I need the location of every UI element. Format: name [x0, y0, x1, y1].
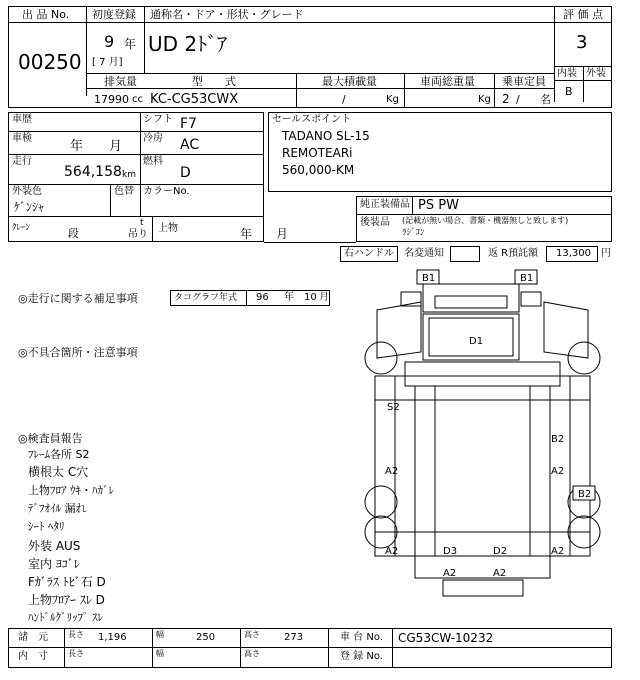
report-line: 横根太 C穴 — [28, 465, 89, 479]
divider — [86, 22, 554, 23]
color-no-label: カラーNo. — [143, 186, 190, 197]
interior-grade: B — [565, 85, 573, 98]
tachograph-year: 96 — [256, 292, 269, 303]
max-load-label: 最大積載量 — [322, 75, 377, 88]
damage-mark: A2 — [443, 568, 457, 579]
running-notes-label: ◎走行に関する補足事項 — [18, 292, 138, 305]
chassis-value: CG53CW-10232 — [398, 631, 494, 645]
length-value: 1,196 — [98, 632, 127, 643]
divider — [64, 628, 65, 668]
interior-label: 内装 — [557, 68, 577, 79]
divider — [110, 184, 111, 216]
shift-label: シフト — [143, 114, 173, 125]
damage-mark: D3 — [443, 546, 458, 557]
damage-mark: S2 — [387, 402, 400, 413]
divider — [554, 6, 555, 102]
divider — [328, 628, 329, 668]
year-unit: 年 — [124, 37, 137, 51]
crane-lift: 吊り — [128, 229, 148, 240]
aircon-value: AC — [180, 137, 200, 153]
kg-unit: Kg — [478, 94, 491, 105]
inspector-report-label: ◎検査員報告 — [18, 432, 83, 445]
lot-no-label: 出 品 No. — [22, 8, 70, 21]
history-label: 車歴 — [12, 114, 32, 125]
first-reg-label: 初度登録 — [92, 8, 136, 21]
divider — [392, 628, 393, 668]
damage-mark: B2 — [578, 489, 592, 500]
divider — [144, 6, 145, 73]
upper-value: 年 月 — [240, 227, 289, 241]
interior-height-label: 高さ — [244, 649, 260, 658]
height-label: 高さ — [244, 630, 260, 639]
truck-damage-diagram — [355, 262, 610, 622]
crane-stage: 段 — [68, 227, 79, 240]
genuine-value: PS PW — [418, 198, 459, 213]
name-change-label: 名変通知 — [404, 248, 444, 259]
divider — [152, 628, 153, 668]
first-reg-year: 9 — [104, 32, 115, 51]
shift-value: F7 — [180, 116, 197, 132]
divider — [8, 216, 264, 217]
aftermarket-label: 後装品 — [360, 217, 390, 228]
tachograph-month-unit: 月 — [319, 292, 329, 303]
ext-color-label: 外装色 — [12, 186, 42, 197]
vehicle-name: UD 2ﾄﾞｱ — [148, 32, 228, 56]
crane-label: ｸﾚｰﾝ — [12, 223, 31, 233]
aircon-label: 冷房 — [143, 133, 163, 144]
report-line: ｼｰﾄ ﾍﾀﾘ — [28, 520, 65, 533]
upper-label: 上物 — [158, 223, 178, 234]
width-value: 250 — [196, 632, 216, 643]
first-reg-month: [ 7 月] — [92, 57, 123, 68]
tachograph-label: タコグラフ年式 — [174, 293, 238, 303]
damage-mark: B2 — [551, 434, 565, 445]
report-line: Fｶﾞﾗｽ ﾄﾋﾞ石 D — [28, 575, 106, 589]
report-line: 上物ﾌﾛｱ ｳｷ・ﾊｶﾞﾚ — [28, 484, 114, 497]
capacity-value: 2 — [502, 92, 510, 106]
interior-length-label: 長さ — [68, 649, 84, 658]
divider — [554, 22, 612, 23]
divider — [8, 647, 612, 648]
mileage-value: 564,158 — [64, 164, 122, 180]
name-label: 通称名・ドア・形状・グレード — [150, 8, 304, 21]
damage-mark: A2 — [493, 568, 507, 579]
divider — [264, 242, 356, 243]
report-line: ﾃﾞﾌｵｲﾙ 漏れ — [28, 502, 87, 515]
lot-no: 00250 — [18, 50, 82, 74]
damage-mark: D1 — [469, 336, 484, 347]
displacement-label: 排気量 — [104, 75, 137, 88]
divider — [246, 290, 247, 306]
aftermarket-note: (記載が無い場合、書類・機器無しと致します) — [402, 216, 569, 225]
divider — [8, 154, 264, 155]
divider — [583, 66, 584, 102]
sales-point-line: REMOTEARi — [282, 146, 353, 160]
displacement-unit: cc — [132, 94, 143, 105]
capacity-unit: 名 — [540, 93, 551, 106]
fuel-value: D — [180, 165, 191, 181]
inspection-value: 年 月 — [70, 139, 123, 154]
divider — [412, 196, 413, 214]
chassis-label: 車 台 No. — [340, 632, 383, 643]
fuel-label: 燃料 — [143, 156, 163, 167]
damage-mark: A2 — [551, 546, 565, 557]
sales-point-label: セールスポイント — [272, 114, 352, 125]
capacity-label: 乗車定員 — [502, 75, 546, 88]
divider — [404, 73, 405, 108]
divider — [86, 73, 554, 74]
damage-mark: A2 — [551, 466, 565, 477]
divider — [140, 112, 141, 184]
sales-point-line: 560,000-KM — [282, 163, 355, 177]
divider — [152, 216, 153, 242]
handle-label: 右ハンドル — [344, 248, 394, 259]
gross-weight-label: 車両総重量 — [420, 75, 475, 88]
divider — [8, 184, 264, 185]
recycle-fee-value: 13,300 — [556, 248, 591, 259]
color-change-label: 色替 — [114, 186, 134, 197]
tachograph-year-unit: 年 — [284, 292, 294, 303]
report-line: ﾊﾝﾄﾞﾙｸﾞﾘｯﾌﾟ ｽﾚ — [28, 611, 103, 624]
damage-mark: A2 — [385, 466, 399, 477]
damage-mark: A2 — [385, 546, 399, 557]
displacement-value: 17990 — [94, 93, 129, 106]
defects-label: ◎不具合箇所・注意事項 — [18, 346, 138, 359]
interior-dims-label: 内 寸 — [18, 651, 48, 662]
interior-width-label: 幅 — [156, 649, 164, 658]
divider — [8, 131, 264, 132]
damage-mark: B1 — [422, 273, 436, 284]
divider — [356, 214, 612, 215]
divider — [86, 88, 554, 89]
dims-label: 諸 元 — [18, 632, 48, 643]
divider — [8, 22, 86, 23]
mileage-unit: km — [122, 170, 136, 180]
divider — [86, 6, 87, 96]
ext-color-value: ｹﾞﾝｼｬ — [14, 200, 45, 214]
divider — [494, 73, 495, 108]
tachograph-month: 10 — [304, 292, 317, 303]
damage-mark: D2 — [493, 546, 508, 557]
report-line: 外装 AUS — [28, 539, 81, 553]
divider — [140, 184, 141, 216]
crane-ton: t — [140, 218, 144, 228]
sales-point-line: TADANO SL-15 — [282, 129, 370, 143]
report-line: 上物ﾌﾛｱｰ ｽﾚ D — [28, 593, 105, 607]
max-load-sep: / — [342, 93, 346, 106]
recycle-fee-label: 返 R預託額 — [488, 248, 539, 259]
inspection-label: 車検 — [12, 133, 32, 144]
report-line: 室内 ﾖｺﾞﾚ — [28, 557, 80, 571]
height-value: 273 — [284, 632, 304, 643]
model-value: KC-CG53CWX — [150, 92, 239, 107]
recycle-fee-unit: 円 — [601, 248, 611, 259]
model-label: 型 式 — [192, 75, 236, 88]
divider — [296, 73, 297, 108]
aftermarket-value: ﾗｼﾞｺﾝ — [402, 228, 425, 238]
capacity-sep: / — [516, 93, 520, 106]
report-line: ﾌﾚｰﾑ各所 S2 — [28, 448, 90, 461]
exterior-label: 外装 — [586, 68, 606, 79]
kg-unit: Kg — [386, 94, 399, 105]
score: 3 — [576, 32, 588, 53]
divider — [240, 628, 241, 668]
width-label: 幅 — [156, 630, 164, 639]
length-label: 長さ — [68, 630, 84, 639]
name-change-box — [450, 246, 480, 262]
genuine-label: 純正装備品 — [360, 199, 410, 210]
mileage-label: 走行 — [12, 156, 32, 167]
registration-label: 登 録 No. — [340, 651, 383, 662]
score-label: 評 価 点 — [563, 8, 603, 21]
damage-mark: B1 — [520, 273, 534, 284]
